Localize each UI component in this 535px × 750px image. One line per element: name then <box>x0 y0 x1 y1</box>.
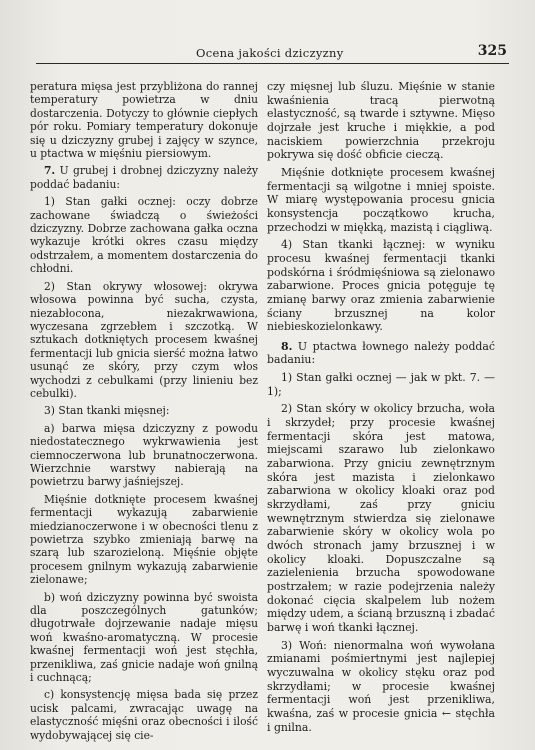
paragraph: 3) Stan tkanki mięsnej: <box>44 404 170 418</box>
paragraph: Mięśnie dotknięte procesem kwaśnej fermentacji są wilgotne i mniej spoiste. W miarę występowania procesu gnicia konsystencja początkowo krucha, przechodzi w miękką, mazistą i ciągliwą. <box>267 165 495 234</box>
paragraph: 4) Stan tkanki łącznej: w wyniku procesu kwaśnej fermentacji tkanki podskórna i śródmięśniowa są zielonawo zabarwione. Proces gnicia potęguje tę zmianę barwy oraz zmienia zabarwienie ściany brzusznej na kolor niebieskozielonkawy. <box>267 238 495 334</box>
left-column <box>30 80 258 742</box>
paragraph: 1) Stan gałki ocznej: oczy dobrze zachowane świadczą o świeżości dziczyzny. Dobrze zachowana gałka oczna wykazuje krótki okres czasu między odstrzałem, a momentem dostarczenia do chłodni. <box>30 195 258 276</box>
paragraph: 2) Stan skóry w okolicy brzucha, woła i skrzydeł; przy procesie kwaśnej fermentacji skóra jest matowa, miejscami szarawo lub zielonkawo zabarwiona. Przy gniciu zewnętrznym skóra jest mazista i zielonkawo zabarwiona w okolicy kloaki oraz pod skrzydłami, zaś przy gniciu wewnętrznym stwierdza się zielonawe zabarwienie skóry w okolicy wola po dwóch stronach jamy brzusznej i w okolicy kloaki. Dopuszczalne są zazielenienia brzucha spowodowane postrzałem; w razie podejrzenia należy dokonać cięcia skalpelem lub nożem między udem, a ścianą brzuszną i zbadać barwę i woń tkanki łącznej. <box>267 402 495 634</box>
paragraph-text: U ptactwa łownego należy poddać badaniu: <box>267 339 495 367</box>
paragraph: c) konsystencję mięsa bada się przez ucisk palcami, zwracając uwagę na elastyczność mięśni oraz obecności i ilość wydobywającej się cie- <box>30 688 258 742</box>
paragraph: a) barwa mięsa dziczyzny z powodu niedostatecznego wykrwawienia jest ciemnoczerwona lub brunatnoczerwona. Wierzchnie warstwy nabierają na powietrzu barwy jaśniejszej. <box>30 421 258 489</box>
paragraph: Mięśnie dotknięte procesem kwaśnej fermentacji wykazują zabarwienie miedzianoczerwone i w obecności tlenu z powietrza szybko zmieniają barwę na szarą lub szarozieloną. Mięśnie objęte procesem gnilnym wykazują zabarwienie zielonawe; <box>30 492 258 587</box>
paragraph: 2) Stan okrywy włosowej: okrywa włosowa powinna być sucha, czysta, niezabłocona, niezakrwawiona, wyczesana zgrzebłem i szczotką. W sztukach dotkniętych procesem kwaśnej fermentacji lub gnicia sierść można łatwo usunąć ze skóry, przy czym włos wychodzi z cebulkami (przy linieniu bez cebulki). <box>30 279 258 400</box>
paragraph: czy mięsnej lub śluzu. Mięśnie w stanie kwaśnienia tracą pierwotną elastyczność, są twarde i sztywne. Mięso dojrzałe jest kruche i miękkie, a pod naciskiem powierzchnia przekroju pokrywa się dość obficie cieczą. <box>267 80 495 162</box>
paragraph: 3) Woń: nienormalna woń wywołana zmianami pośmiertnymi jest najlepiej wyczuwalna w okolicy stęku oraz pod skrzydłami; w procesie kwaśnej fermentacji woń jest przenikliwa, kwaśna, zaś w procesie gnicia ← stęchła i gnilna. <box>267 638 495 734</box>
right-column <box>267 80 495 734</box>
paragraph-text: U grubej i drobnej dziczyzny należy poddać badaniu: <box>30 164 258 191</box>
paragraph: peratura mięsa jest przybliżona do rannej temperatury powietrza w dniu dostarczenia. Dotyczy to głównie ciepłych pór roku. Pomiary temperatury dokonuje się u dziczyzny grubej i zajęcy w szynce, u ptactwa w mięśniu piersiowym. <box>30 80 258 161</box>
paragraph: 1) Stan gałki ocznej — jak w pkt. 7. — 1); <box>267 371 495 398</box>
section-number: 7. <box>44 164 56 178</box>
page-header <box>36 43 509 64</box>
section-7-intro <box>30 164 258 191</box>
running-title: Ocena jakości dziczyzny <box>196 46 344 60</box>
section-number: 8. <box>281 339 293 353</box>
section-8-intro <box>267 340 495 367</box>
page-number: 325 <box>477 43 507 59</box>
paragraph: b) woń dziczyzny powinna być swoista dla poszczególnych gatunków; długotrwałe dojrzewanie nadaje mięsu woń kwaśno-aromatyczną. W procesie kwaśnej fermentacji woń jest stęchła, przenikliwa, zaś gnicie nadaje woń gnilną i cuchnącą; <box>30 590 258 685</box>
